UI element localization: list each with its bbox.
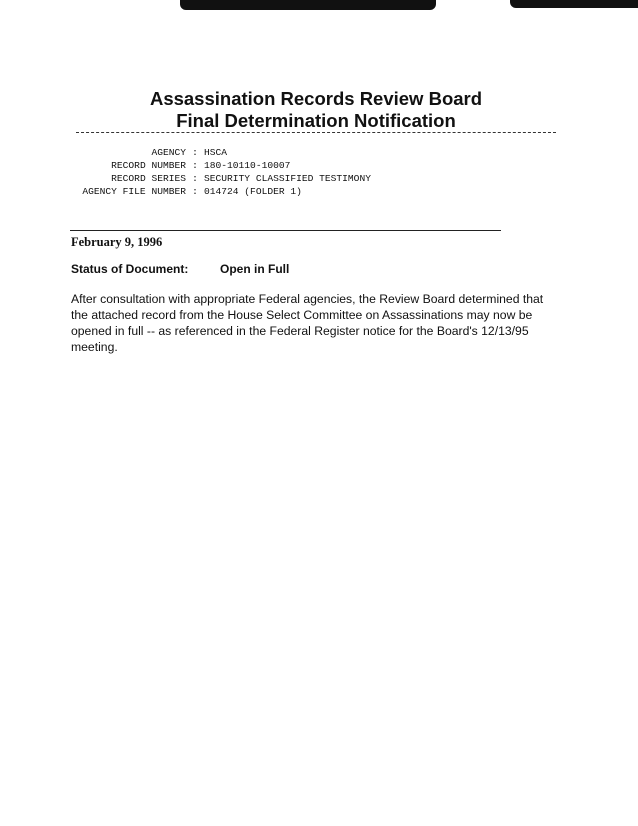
- record-row-file-number: [62, 185, 371, 198]
- status-label: Status of Document:: [71, 262, 189, 276]
- separator: :: [192, 186, 198, 197]
- field-label: AGENCY FILE NUMBER: [82, 186, 186, 197]
- field-value: 180-10110-10007: [204, 160, 291, 171]
- scan-artifact-bar: [180, 0, 436, 10]
- paragraph-line: After consultation with appropriate Federal agencies, the Review Board determined that: [71, 292, 544, 306]
- document-title: Assassination Records Review Board: [149, 88, 483, 109]
- field-label: RECORD SERIES: [111, 173, 186, 184]
- paragraph-line: opened in full -- as referenced in the Federal Register notice for the Board's 12/13/95: [71, 324, 529, 338]
- field-label: RECORD NUMBER: [111, 160, 186, 171]
- horizontal-rule: [70, 230, 501, 231]
- record-row-series: [62, 172, 371, 185]
- paragraph-line: meeting.: [71, 340, 118, 354]
- document-date: February 9, 1996: [71, 235, 163, 249]
- field-value: SECURITY CLASSIFIED TESTIMONY: [204, 173, 371, 184]
- record-info-block: [62, 146, 371, 198]
- status-value: Open in Full: [220, 262, 290, 276]
- separator: :: [192, 173, 198, 184]
- dashed-divider: [76, 132, 556, 133]
- separator: :: [192, 160, 198, 171]
- determination-paragraph: [71, 291, 571, 355]
- field-value: HSCA: [204, 147, 228, 158]
- scan-artifact-bar: [510, 0, 638, 8]
- field-label: AGENCY: [151, 147, 186, 158]
- separator: :: [192, 147, 198, 158]
- paragraph-line: the attached record from the House Select Committee on Assassinations may now be: [71, 308, 533, 322]
- record-row-number: [62, 159, 371, 172]
- record-row-agency: [62, 146, 371, 159]
- field-value: 014724 (FOLDER 1): [204, 186, 302, 197]
- document-subtitle: Final Determination Notification: [176, 110, 456, 131]
